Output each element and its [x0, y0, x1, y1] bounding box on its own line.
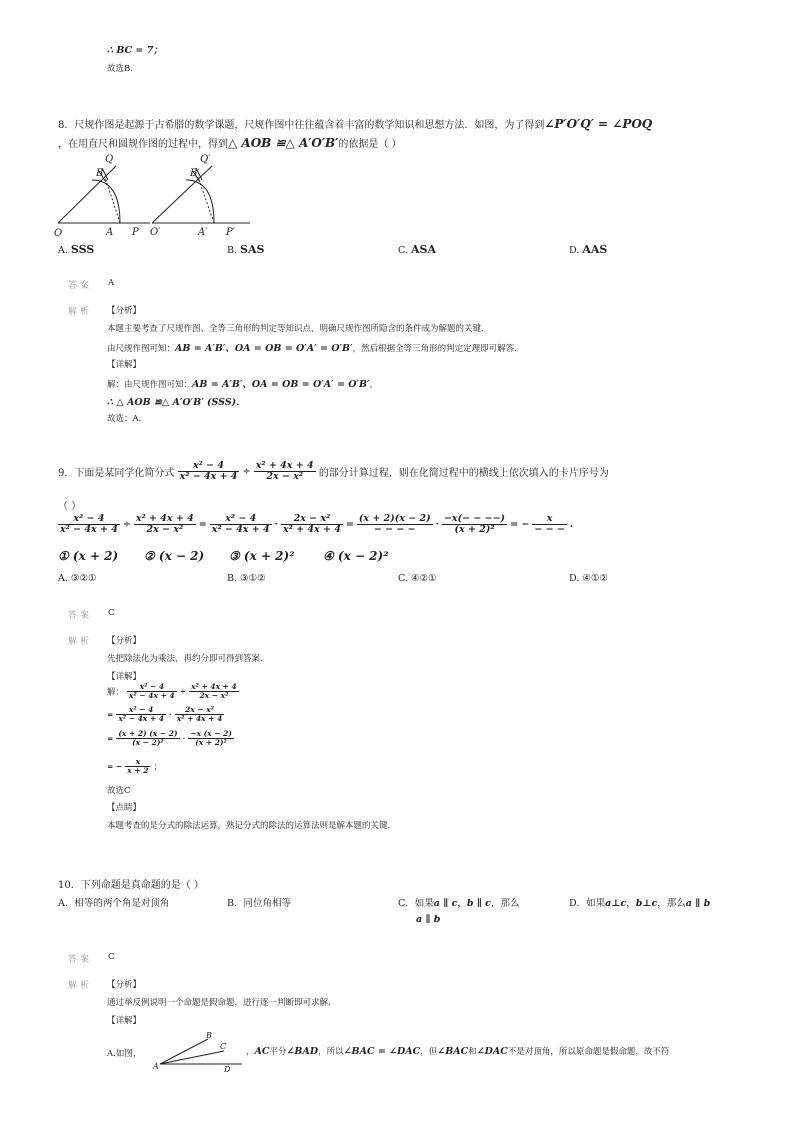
q10-option-b[interactable]: B．同位角相等: [227, 898, 291, 909]
q8-analysis-label: 解析: [68, 307, 93, 317]
q8-answer-label: 答案: [68, 281, 93, 291]
q8-option-d[interactable]: D. AAS: [569, 243, 608, 256]
q9-option-d[interactable]: D. ④①②: [569, 573, 608, 584]
fig-label-o: O: [54, 228, 63, 238]
q10-fenxi-text: 通过举反例说明一个命题是假命题，进行逐一判断即可求解．: [107, 998, 337, 1008]
q9-solution-step1: 解： $\frac{\text{x² − 4}}{\text{x² − 4x + 4}}$ ÷ $\frac{\text{x² + 4x + 4}}{\text{2x − x²}}$: [107, 682, 237, 700]
q9-xiangjie: 【详解】: [107, 672, 142, 682]
q9-paren: （ ）: [58, 501, 82, 512]
fig-label-q: Q: [105, 154, 114, 165]
q9-answer: C: [108, 608, 115, 618]
q8-option-c[interactable]: C. ASA: [398, 243, 436, 256]
q8-answer: A: [108, 278, 115, 288]
q10-xiangjie: 【详解】: [107, 1016, 142, 1026]
q10-option-d[interactable]: D．如果a⊥c，b⊥c，那么a ∥ b: [569, 898, 711, 909]
q10-solution-line1-b: ，AC平分∠BAD，所以∠BAC = ∠DAC，但∠BAC和∠DAC不是对顶角，所以原命题是假命题，故不符: [246, 1046, 670, 1057]
q8-fenxi: 【分析】: [107, 306, 142, 316]
fig-label-o-prime: O′: [150, 227, 161, 238]
q8-fenxi-text: 本题主要考查了尺规作图、全等三角形的判定等知识点，明确尺规作图所隐含的条件成为解题的关键．: [107, 324, 490, 334]
q10-answer: C: [108, 952, 115, 962]
q8-stem-line1: 8．尺规作图是起源于古希腊的数学课题，尺规作图中往往蕴含着丰富的数学知识和思想方法．如图，为了得到∠P′O′Q′ = ∠POQ: [58, 117, 653, 131]
fig-label-p-prime: P′: [226, 227, 235, 238]
q8-option-b[interactable]: B. SAS: [227, 243, 265, 256]
q9-expression: $\frac{\text{x² − 4}}{\text{x² − 4x + 4}}$ ÷ $\frac{\text{x² + 4x + 4}}{\text{2x − x²}}$ = $\frac{\text{x² − 4}}{\text{x² − 4x + 4}}$ · $\frac{\text{2x − x²}}{\text{x² + 4x + 4}}$ = $\frac{(x + 2)(x - 2)}{- - - -}$ · $\frac{-x(- - --)}{\text{(x + 2)²}}$ = − $\frac{x}{- - -}$ .: [60, 513, 574, 535]
q8-solution-line1: 解：由尺规作图可知：AB = A′B′、OA = OB = O′A′ = O′B′，: [107, 379, 379, 390]
q8-xiangjie: 【详解】: [107, 360, 142, 370]
q9-solution-step4: = − $\frac{x}{x + 2}$ ；: [107, 757, 162, 775]
angle-label-a: A: [153, 1062, 159, 1071]
q10-answer-label: 答案: [68, 955, 93, 965]
fig-label-a-prime: A′: [198, 227, 208, 238]
q9-option-a[interactable]: A. ③②①: [58, 573, 97, 584]
angle-label-d: D: [224, 1065, 231, 1074]
q9-card-1: ① (x + 2): [58, 549, 119, 563]
q9-analysis-label: 解析: [68, 637, 93, 647]
q10-analysis-label: 解析: [68, 981, 93, 991]
fig-label-p: P: [132, 227, 139, 238]
q8-fenxi-text2: 由尺规作图可知：AB = A′B′、OA = OB = O′A′ = O′B′，然后根据全等三角形的判定定理即可解答．: [107, 343, 523, 354]
q9-answer-label: 答案: [68, 611, 93, 621]
q8-option-a[interactable]: A. SSS: [58, 243, 95, 256]
q10-solution-line1-a: A.如图，: [107, 1049, 142, 1059]
q9-fenxi: 【分析】: [107, 636, 142, 646]
q9-dianjing: 【点睛】: [107, 803, 142, 813]
q10-option-a[interactable]: A．相等的两个角是对顶角: [58, 898, 170, 909]
q9-solution-step3: = $\frac{(x + 2) (x - 2)}{\text{(x − 2)²}}$ · $\frac{-x (x - 2)}{\text{(x + 2)²}}$: [107, 729, 232, 747]
therefore-bc: ∴ BC = 7；: [107, 45, 163, 56]
q8-solution-line3: 故选：A．: [107, 414, 148, 424]
choose-b: 故选B.: [107, 64, 133, 74]
fig-label-b: B: [96, 168, 104, 179]
fig-label-a: A: [106, 227, 114, 238]
q9-choose: 故选C: [107, 786, 131, 796]
q10-option-c-cont: a ∥ b: [416, 914, 441, 925]
q8-stem-line2: ，在用直尺和圆规作图的过程中，得到△ AOB ≌△ A′O′B′的依据是（ ）: [58, 136, 402, 150]
q9-card-4: ④ (x − 2)²: [323, 549, 389, 563]
q9-option-b[interactable]: B. ③①②: [227, 573, 266, 584]
q9-stem: 9．下面是某同学化简分式 $\frac{\text{x² − 4}}{\text{x² − 4x + 4}}$ ÷ $\frac{\text{x² + 4x + 4}}{\text{2x − x²}}$ 的部分计算过程，则在化简过程中的横线上依次填入的卡片序号为: [58, 460, 609, 482]
angle-label-b: B: [206, 1031, 212, 1040]
fig-label-q-prime: Q′: [200, 154, 211, 165]
q9-fenxi-text: 先把除法化为乘法，再约分即可得到答案．: [107, 654, 269, 664]
q9-card-2: ② (x − 2): [144, 549, 205, 563]
fig-label-b-prime: B′: [190, 168, 200, 179]
angle-label-c: C: [220, 1042, 227, 1051]
q8-figure: [50, 150, 260, 238]
q10-fenxi: 【分析】: [107, 980, 142, 990]
q9-card-3: ③ (x + 2)²: [229, 549, 295, 563]
q9-dianjing-text: 本题考查的是分式的除法运算，熟记分式的除法的运算法则是解本题的关键．: [107, 821, 397, 831]
q9-solution-step2: = $\frac{\text{x² − 4}}{\text{x² − 4x + 4}}$ · $\frac{\text{2x − x²}}{\text{x² + 4x + 4}}$: [107, 705, 223, 723]
q10-stem: 10．下列命题是真命题的是（ ）: [58, 880, 204, 891]
q10-angle-figure: [150, 1030, 250, 1074]
q8-solution-line2: ∴ △ AOB ≌△ A′O′B′ (SSS)．: [107, 397, 246, 408]
q10-option-c[interactable]: C．如果a ∥ c，b ∥ c，那么: [398, 898, 520, 909]
q9-option-c[interactable]: C. ④②①: [398, 573, 437, 584]
